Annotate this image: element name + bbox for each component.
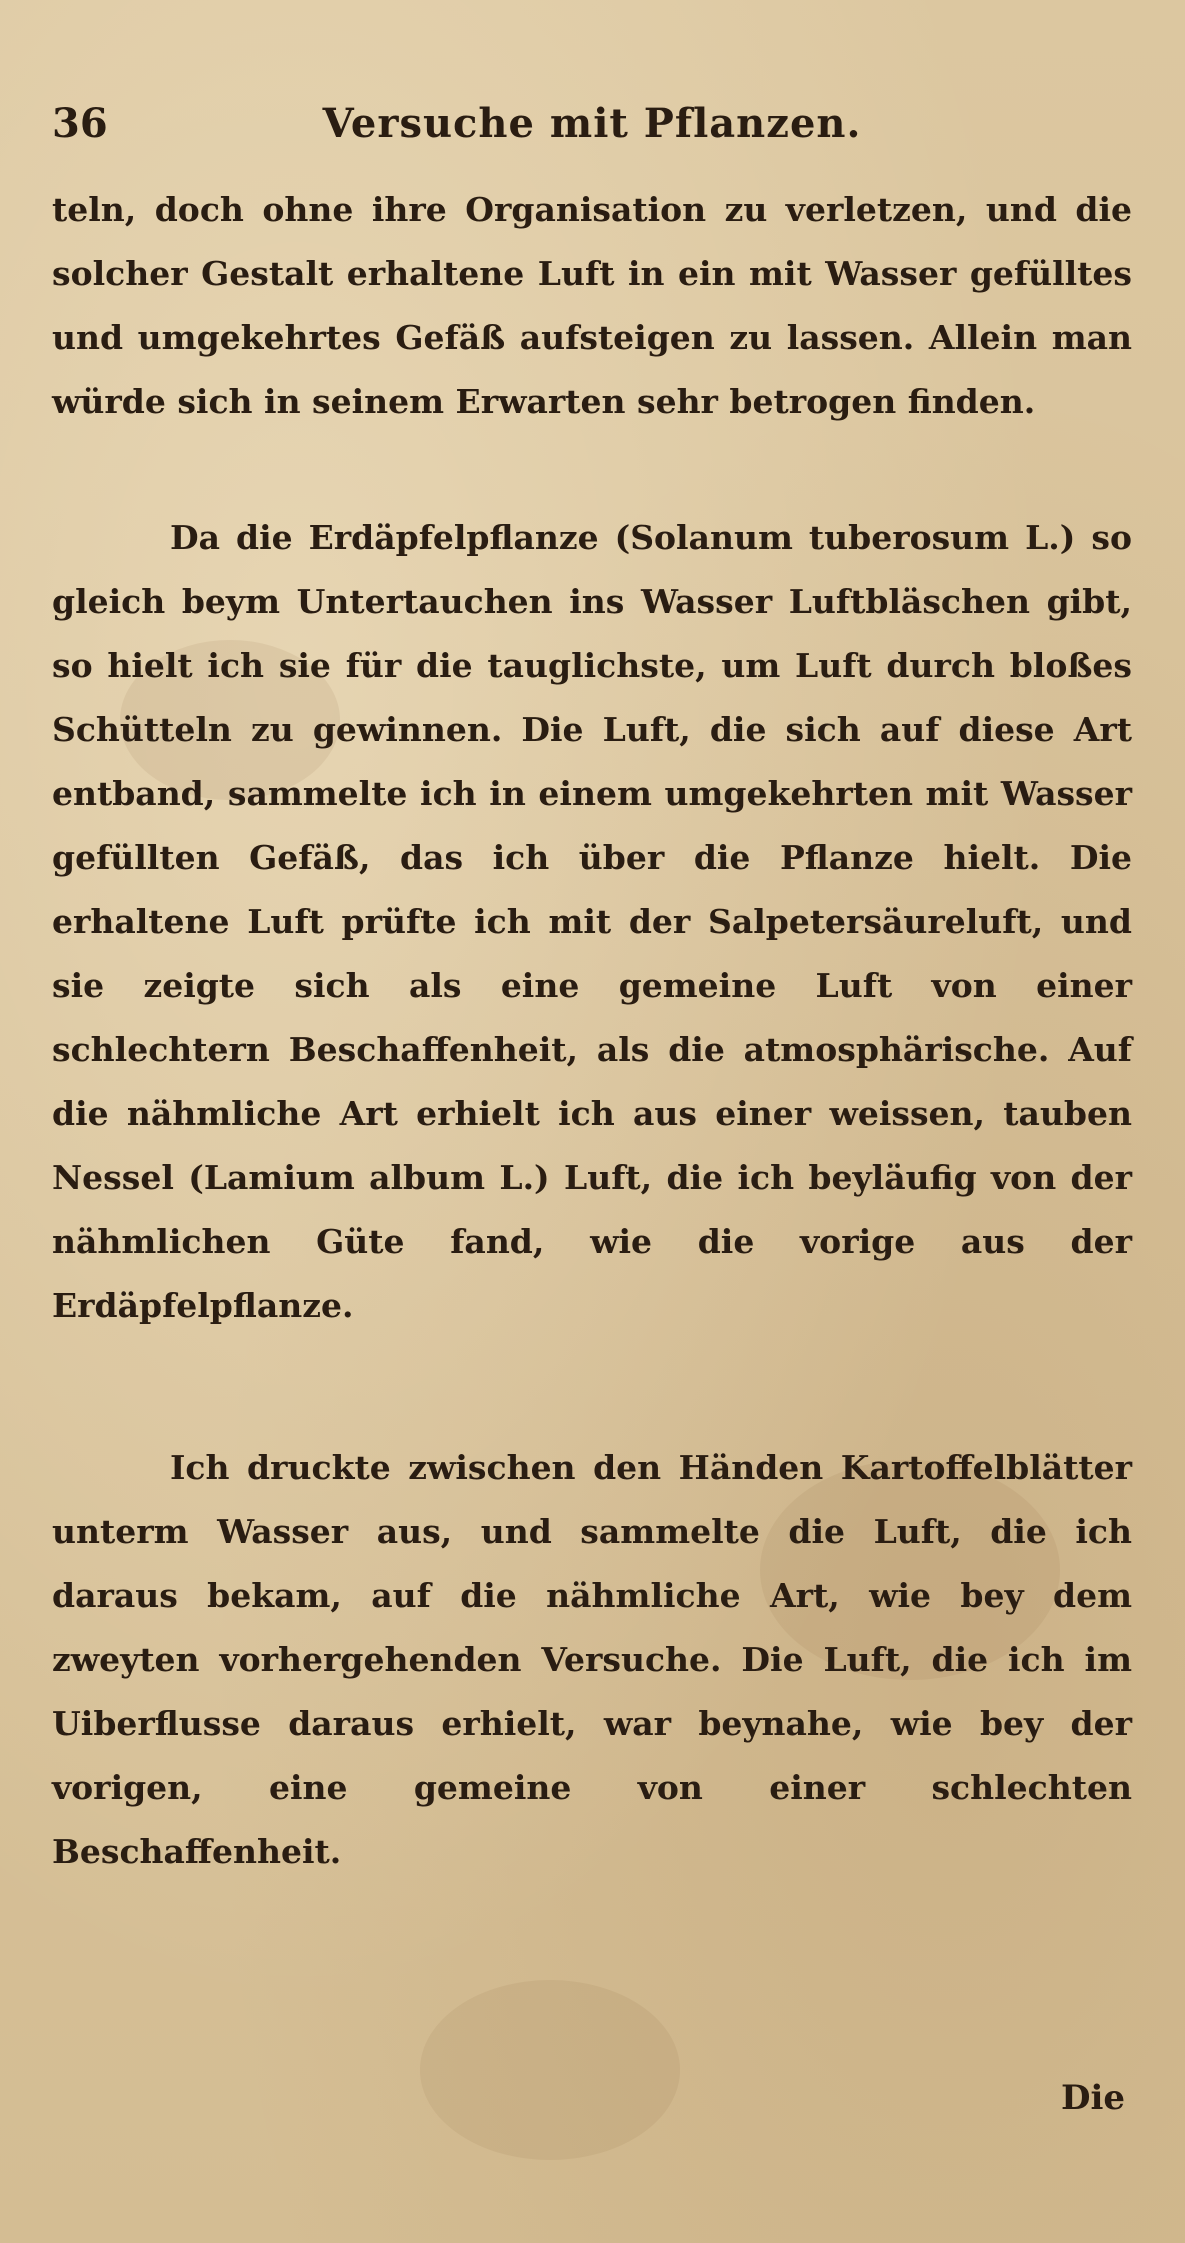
running-title: Versuche mit Pflanzen. <box>322 100 862 147</box>
paragraph-2: Da die Erdäpfelpflanze (Solanum tuberosum L.) so gleich beym Untertauchen ins Wasser Luftbläschen gibt, so hielt ich sie für die tauglichste, um Luft durch bloßes Schütteln zu gewinnen. Die Luft, die sich auf diese Art entband, sammelte ich in einem umgekehrten mit Wasser gefüllten Gefäß, das ich über die Pflanze hielt. Die erhaltene Luft prüfte ich mit der Salpetersäureluft, und sie zeigte sich als eine gemeine Luft von einer schlechtern Beschaffenheit, als die atmosphärische. Auf die nähmliche Art erhielt ich aus einer weissen, tauben Nessel (Lamium album L.) Luft, die ich beyläufig von der nähmlichen Güte fand, wie die vorige aus der Erdäpfelpflanze. <box>52 518 1132 1325</box>
paper-stain <box>420 1980 680 2160</box>
paragraph-gap <box>52 1338 1132 1436</box>
page-header <box>52 100 1132 160</box>
body-text <box>52 178 1132 1884</box>
page-number: 36 <box>52 100 108 147</box>
paragraph-1: teln, doch ohne ihre Organisation zu verletzen, und die solcher Gestalt erhaltene Luft in ein mit Wasser gefülltes und umgekehrtes Gefäß aufsteigen zu lassen. Allein man würde sich in seinem Erwarten sehr betrogen finden. <box>52 190 1132 421</box>
paragraph-3: Ich druckte zwischen den Händen Kartoffelblätter unterm Wasser aus, und sammelte die Luft, die ich daraus bekam, auf die nähmliche Art, wie bey dem zweyten vorhergehenden Versuche. Die Luft, die ich im Uiberflusse daraus erhielt, war beynahe, wie bey der vorigen, eine gemeine von einer schlechten Beschaffenheit. <box>52 1448 1132 1871</box>
paragraph-gap <box>52 434 1132 506</box>
catchword: Die <box>1060 2078 1125 2118</box>
